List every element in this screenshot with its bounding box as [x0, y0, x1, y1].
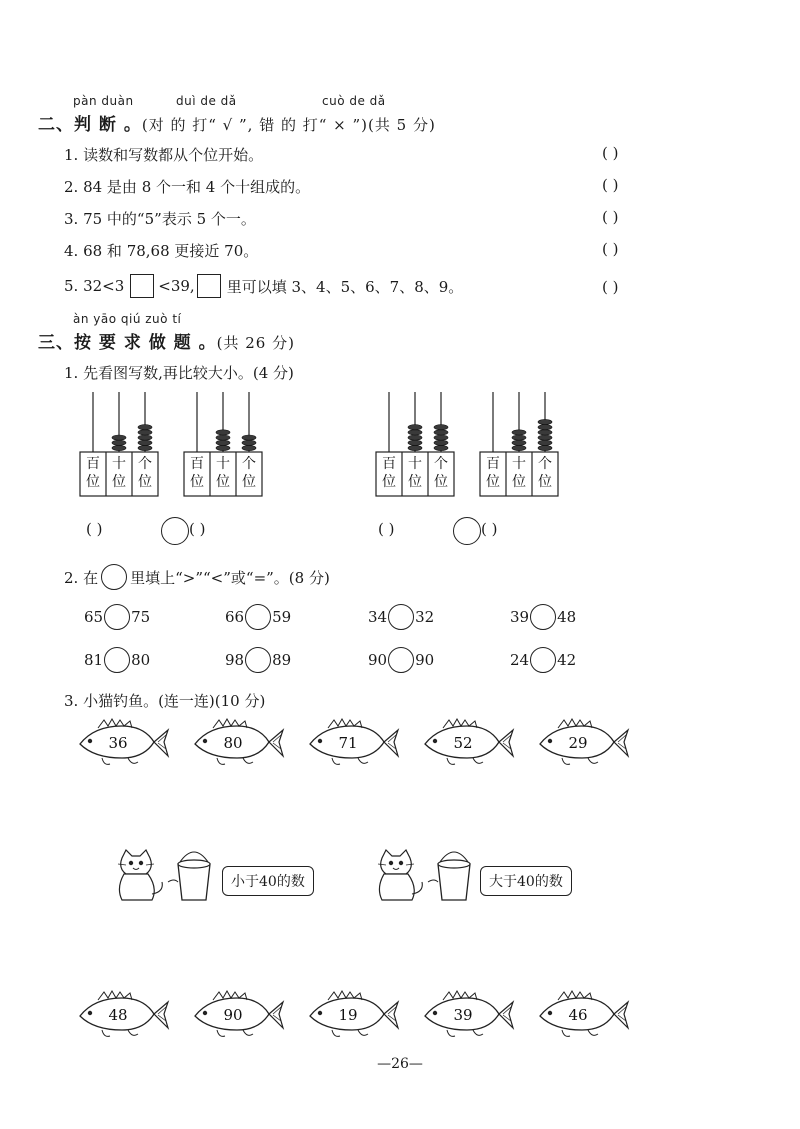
- q3-text: 3. 小猫钓鱼。(连一连)(10 分): [64, 692, 266, 710]
- section-2-note: (对 的 打“ √ ”, 错 的 打“ × ”)(共 5 分): [141, 116, 436, 134]
- fish-number: 29: [568, 734, 588, 752]
- pinyin-an-yao-qiu-zuo-ti: àn yāo qiú zuò tí: [73, 312, 182, 326]
- abacus-bead: [216, 440, 230, 445]
- cat-left-label: 小于40的数: [222, 866, 314, 896]
- compare-b: 89: [272, 651, 292, 669]
- abacus-group: [70, 388, 590, 500]
- compare-a: 98: [225, 651, 245, 669]
- compare-circle[interactable]: [530, 604, 556, 630]
- cat-left: [110, 848, 230, 904]
- fish-icon: [425, 719, 513, 764]
- q1-answer-1[interactable]: ( ): [86, 520, 103, 538]
- abacus-bead: [138, 435, 152, 440]
- compare-circle[interactable]: [388, 647, 414, 673]
- q1-answer-4[interactable]: ( ): [481, 520, 498, 538]
- compare-pair-8: [510, 647, 576, 673]
- abacus-bead: [242, 440, 256, 445]
- abacus-place-label: 十: [408, 456, 422, 472]
- compare-b: 32: [415, 608, 435, 626]
- q2-text-b: 里填上“>”“<”或“=”。(8 分): [130, 568, 330, 587]
- blank-box[interactable]: [197, 274, 221, 298]
- section-3-heading: [38, 328, 295, 353]
- fish-icon: [425, 991, 513, 1036]
- abacus-bead: [138, 445, 152, 450]
- cat-icon: [118, 850, 162, 900]
- abacus-place-label: 十: [112, 456, 126, 472]
- compare-b: 90: [415, 651, 435, 669]
- abacus-bead: [538, 440, 552, 445]
- abacus-bead: [538, 425, 552, 430]
- abacus-bead: [408, 435, 422, 440]
- judge-answer-5[interactable]: ( ): [602, 278, 619, 296]
- judge-item-5: [64, 274, 463, 298]
- abacus-bead: [512, 440, 526, 445]
- fish-number: 36: [108, 734, 128, 752]
- q1-answer-2[interactable]: ( ): [189, 520, 206, 538]
- q2-text: [64, 564, 330, 590]
- compare-pair-6: [225, 647, 291, 673]
- fish-number: 80: [223, 734, 243, 752]
- abacus-bead: [216, 435, 230, 440]
- compare-circle[interactable]: [104, 604, 130, 630]
- compare-pair-2: [225, 604, 291, 630]
- abacus-bead: [112, 445, 126, 450]
- abacus-place-label: 十: [216, 456, 230, 472]
- judge-item-5-part-c: 里可以填 3、4、5、6、7、8、9。: [226, 277, 464, 296]
- fish-icon: [540, 991, 628, 1036]
- abacus-place-label: 百: [486, 456, 500, 472]
- circle-icon: [101, 564, 127, 590]
- bucket-icon: [428, 852, 470, 900]
- abacus-place-label: 位: [434, 474, 448, 490]
- abacus-place-label: 位: [138, 474, 152, 490]
- fish-row-top: [74, 718, 634, 770]
- cat-icon: [378, 850, 422, 900]
- compare-a: 81: [84, 651, 104, 669]
- abacus-bead: [512, 435, 526, 440]
- abacus-bead: [538, 435, 552, 440]
- fish-icon: [195, 991, 283, 1036]
- abacus-place-label: 位: [216, 474, 230, 490]
- judge-item-5-part-a: 5. 32<3: [64, 277, 125, 295]
- abacus-bead: [512, 445, 526, 450]
- cat-right-label: 大于40的数: [480, 866, 572, 896]
- compare-a: 34: [368, 608, 388, 626]
- blank-box[interactable]: [130, 274, 154, 298]
- fish-number: 19: [338, 1006, 358, 1024]
- fish-number: 71: [338, 734, 358, 752]
- section-2-title: 判 断 。: [74, 115, 142, 135]
- judge-item-4: 4. 68 和 78,68 更接近 70。: [64, 242, 259, 260]
- compare-pair-7: [368, 647, 434, 673]
- fish-row-bottom: [74, 990, 634, 1042]
- compare-pair-4: [510, 604, 576, 630]
- abacus-bead: [242, 445, 256, 450]
- compare-a: 39: [510, 608, 530, 626]
- abacus-place-label: 位: [512, 474, 526, 490]
- abacus-place-label: 位: [190, 474, 204, 490]
- abacus-bead: [408, 425, 422, 430]
- fish-icon: [310, 719, 398, 764]
- fish-number: 39: [453, 1006, 473, 1024]
- abacus-bead: [434, 440, 448, 445]
- compare-circle[interactable]: [453, 517, 481, 545]
- compare-circle[interactable]: [161, 517, 189, 545]
- abacus-bead: [434, 445, 448, 450]
- abacus-bead: [538, 419, 552, 424]
- pinyin-dui-de-da: duì de dǎ: [176, 94, 237, 108]
- abacus-bead: [434, 435, 448, 440]
- abacus-place-label: 位: [538, 474, 552, 490]
- page-number: —26—: [377, 1056, 423, 1072]
- fish-icon: [80, 719, 168, 764]
- q2-text-a: 2. 在: [64, 568, 99, 587]
- section-2-heading: [38, 110, 436, 135]
- compare-a: 66: [225, 608, 245, 626]
- compare-circle[interactable]: [245, 604, 271, 630]
- abacus-place-label: 位: [112, 474, 126, 490]
- abacus-bead: [408, 440, 422, 445]
- fish-icon: [80, 991, 168, 1036]
- judge-item-2: 2. 84 是由 8 个一和 4 个十组成的。: [64, 178, 311, 196]
- q1-answer-3[interactable]: ( ): [378, 520, 395, 538]
- judge-item-5-part-b: <39,: [158, 277, 195, 295]
- abacus-bead: [216, 430, 230, 435]
- abacus-place-label: 个: [138, 456, 152, 472]
- judge-item-1: 1. 读数和写数都从个位开始。: [64, 146, 264, 164]
- abacus-place-label: 位: [382, 474, 396, 490]
- compare-circle[interactable]: [530, 647, 556, 673]
- abacus-bead: [216, 445, 230, 450]
- fish-icon: [310, 991, 398, 1036]
- abacus-place-label: 位: [242, 474, 256, 490]
- abacus-place-label: 个: [538, 456, 552, 472]
- q1-text: 1. 先看图写数,再比较大小。(4 分): [64, 364, 294, 382]
- abacus-place-label: 位: [408, 474, 422, 490]
- fish-number: 52: [453, 734, 473, 752]
- compare-a: 65: [84, 608, 104, 626]
- abacus-place-label: 十: [512, 456, 526, 472]
- section-3-number: 三、: [38, 333, 74, 353]
- compare-circle[interactable]: [388, 604, 414, 630]
- fish-icon: [195, 719, 283, 764]
- pinyin-pan-duan: pàn duàn: [73, 94, 134, 108]
- compare-pair-3: [368, 604, 434, 630]
- abacus-bead: [138, 425, 152, 430]
- compare-pair-5: [84, 647, 150, 673]
- fish-icon: [540, 719, 628, 764]
- fish-number: 48: [108, 1006, 128, 1024]
- judge-answer-3[interactable]: ( ): [602, 208, 619, 226]
- abacus-place-label: 位: [486, 474, 500, 490]
- judge-answer-4[interactable]: ( ): [602, 240, 619, 258]
- pinyin-cuo-de-da: cuò de dǎ: [322, 94, 386, 108]
- fish-number: 90: [223, 1006, 243, 1024]
- abacus-place-label: 百: [86, 456, 100, 472]
- section-3-title: 按 要 求 做 题 。: [74, 333, 217, 353]
- abacus-bead: [242, 435, 256, 440]
- abacus-bead: [112, 435, 126, 440]
- compare-circle[interactable]: [245, 647, 271, 673]
- abacus-bead: [112, 440, 126, 445]
- bucket-icon: [168, 852, 210, 900]
- section-3-note: (共 26 分): [216, 334, 295, 352]
- compare-circle[interactable]: [104, 647, 130, 673]
- abacus-bead: [434, 430, 448, 435]
- abacus-place-label: 个: [242, 456, 256, 472]
- compare-b: 75: [131, 608, 151, 626]
- compare-a: 24: [510, 651, 530, 669]
- compare-b: 59: [272, 608, 292, 626]
- abacus-place-label: 个: [434, 456, 448, 472]
- abacus-bead: [538, 430, 552, 435]
- abacus-place-label: 百: [382, 456, 396, 472]
- judge-answer-1[interactable]: ( ): [602, 144, 619, 162]
- abacus-bead: [138, 430, 152, 435]
- fish-number: 46: [568, 1006, 588, 1024]
- abacus-bead: [138, 440, 152, 445]
- judge-answer-2[interactable]: ( ): [602, 176, 619, 194]
- abacus-place-label: 百: [190, 456, 204, 472]
- compare-a: 90: [368, 651, 388, 669]
- compare-b: 42: [557, 651, 577, 669]
- judge-item-3: 3. 75 中的“5”表示 5 个一。: [64, 210, 256, 228]
- abacus-bead: [434, 425, 448, 430]
- compare-b: 80: [131, 651, 151, 669]
- section-2-number: 二、: [38, 115, 74, 135]
- compare-pair-1: [84, 604, 150, 630]
- cat-right: [370, 848, 490, 904]
- compare-b: 48: [557, 608, 577, 626]
- abacus-bead: [538, 445, 552, 450]
- abacus-bead: [408, 430, 422, 435]
- abacus-bead: [408, 445, 422, 450]
- abacus-bead: [512, 430, 526, 435]
- abacus-place-label: 位: [86, 474, 100, 490]
